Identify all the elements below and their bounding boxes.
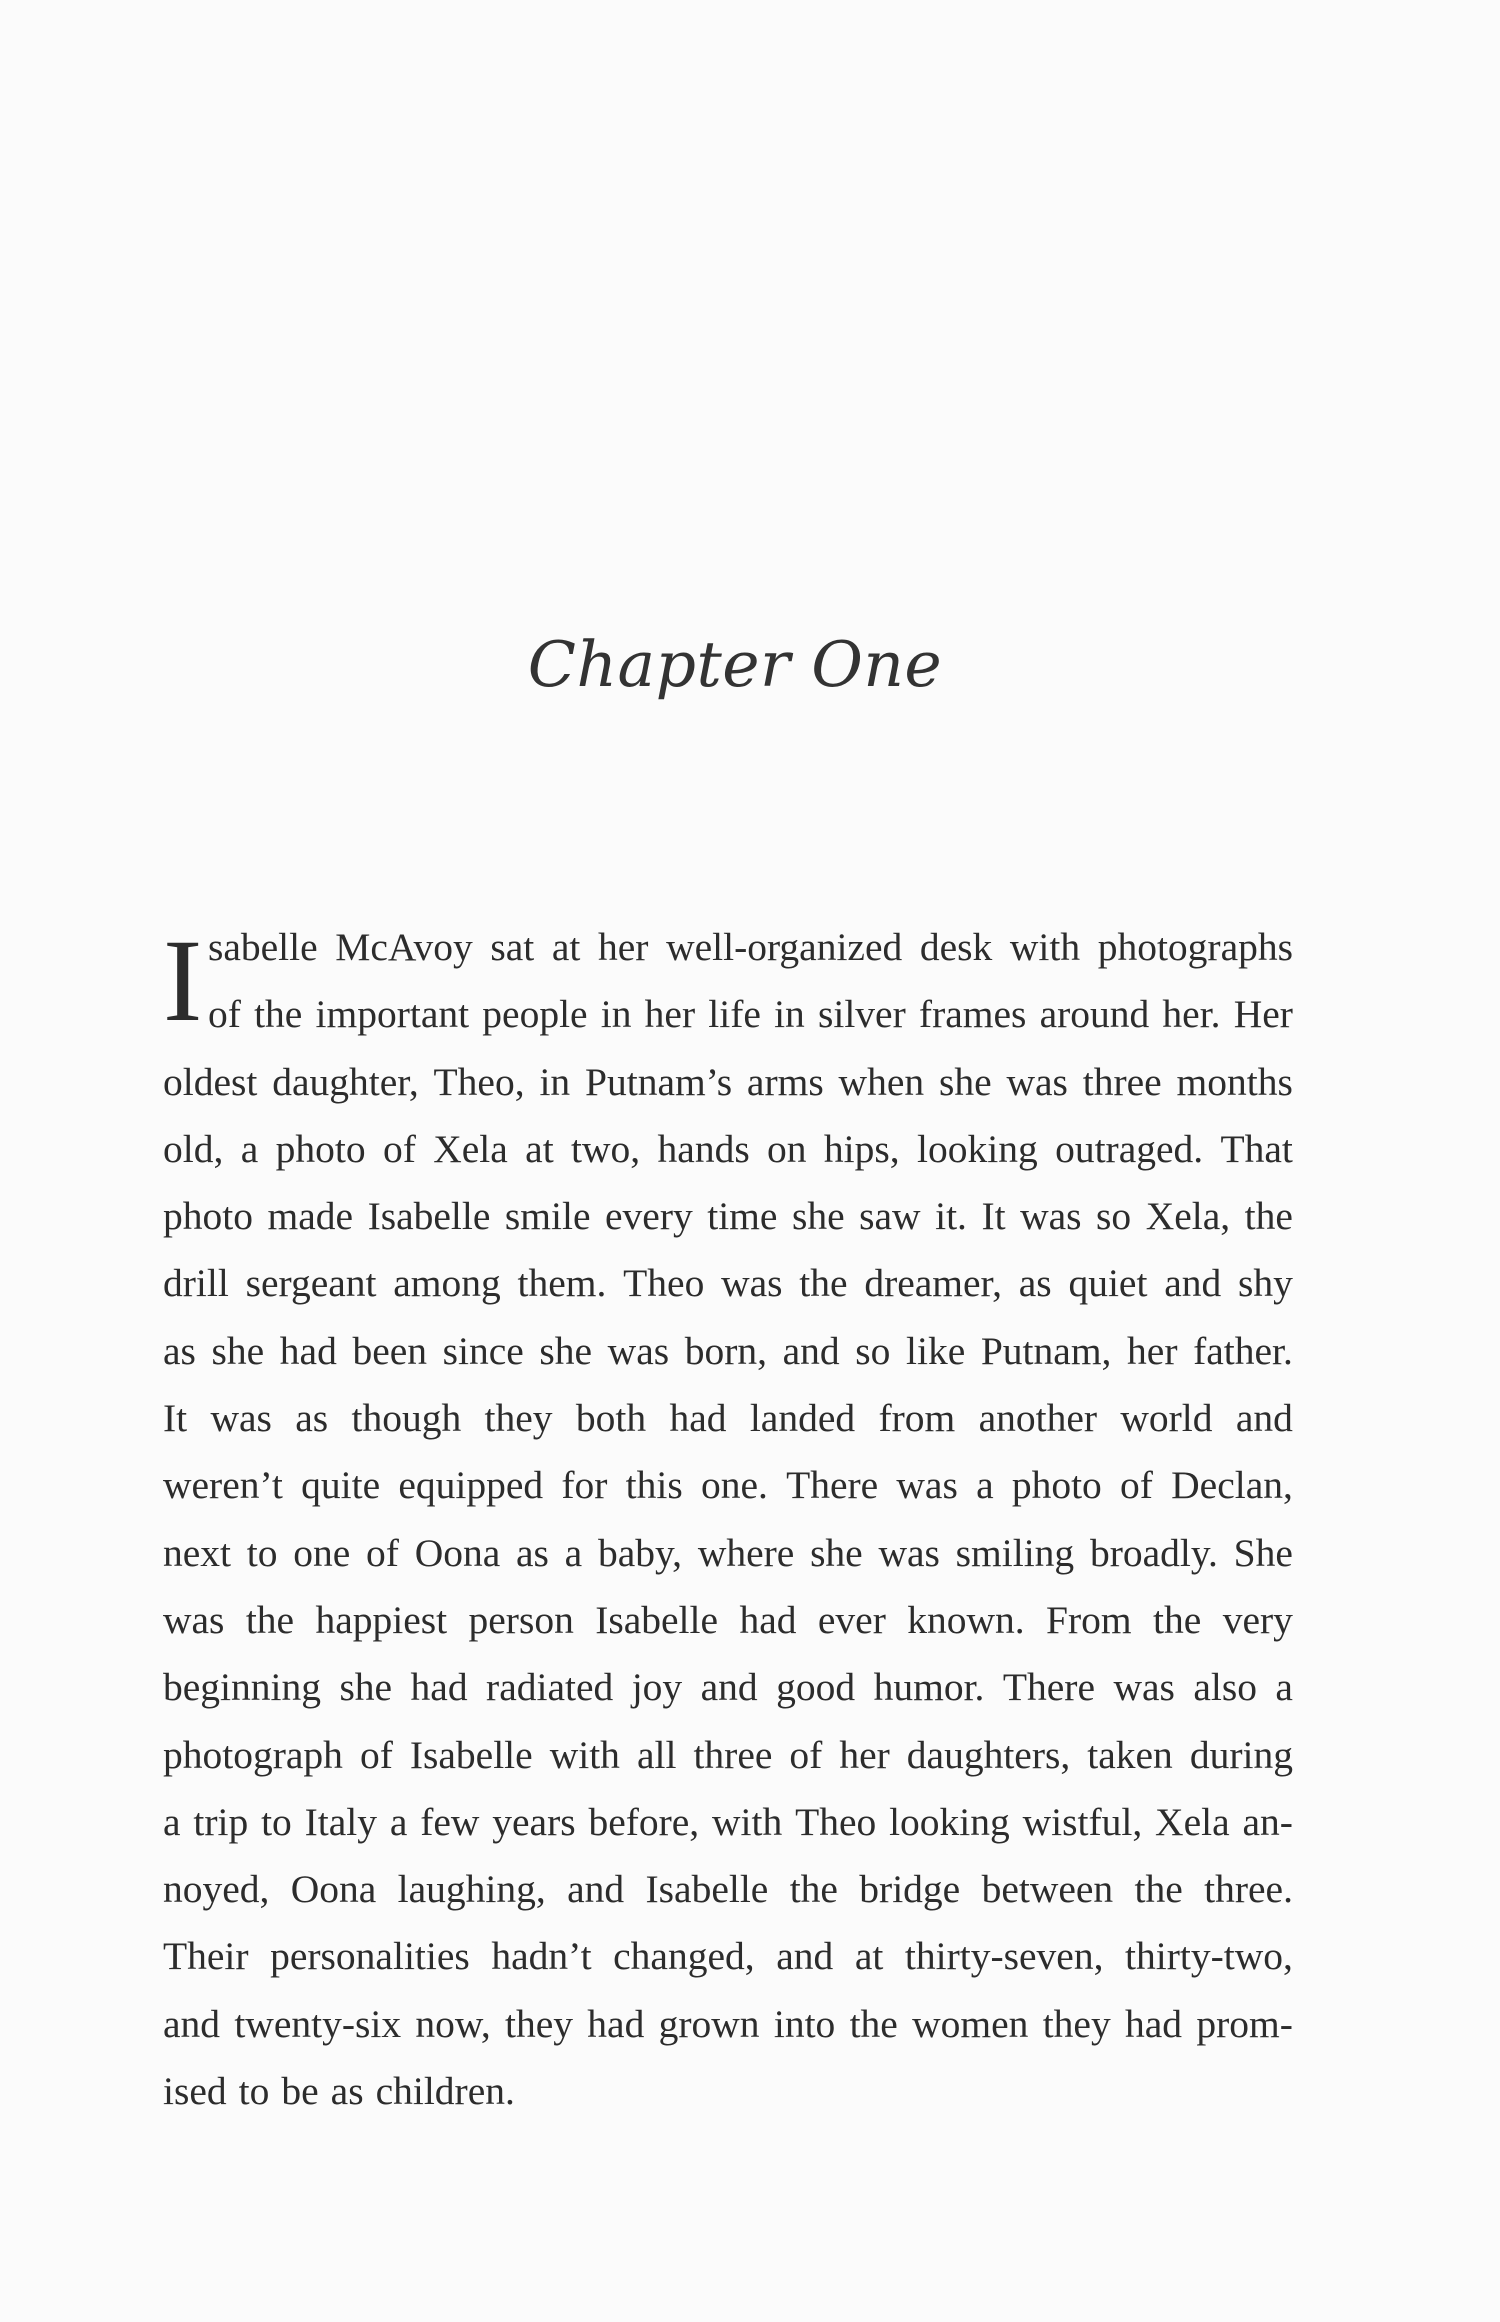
text-line: noyed, Oona laughing, and Isabelle the bridge between the three. [163,1867,1293,1912]
drop-cap-letter: I [163,915,203,1046]
text-line: Their personalities hadn’t changed, and at thirty-seven, thirty-two, [163,1934,1293,1979]
text-line: a trip to Italy a few years before, with Theo looking wistful, Xela an- [163,1799,1293,1844]
text-line: weren’t quite equipped for this one. There was a photo of Declan, [163,1463,1293,1508]
text-line: sabelle McAvoy sat at her well-organized desk with photographs [208,925,1293,969]
text-line: was the happiest person Isabelle had ever known. From the very [163,1597,1293,1642]
text-line: and twenty-six now, they had grown into the women they had prom- [163,2001,1293,2046]
text-line: oldest daughter, Theo, in Putnam’s arms when she was three months [163,1059,1293,1104]
chapter-paragraph [163,914,1293,2125]
text-line: photo made Isabelle smile every time she saw it. It was so Xela, the [163,1194,1293,1239]
chapter-title: Chapter One [527,628,943,701]
text-line: drill sergeant among them. Theo was the dreamer, as quiet and shy [163,1261,1293,1306]
text-line: old, a photo of Xela at two, hands on hips, looking outraged. That [163,1126,1293,1171]
text-line: next to one of Oona as a baby, where she was smiling broadly. She [163,1530,1293,1575]
text-line: beginning she had radiated joy and good humor. There was also a [163,1665,1293,1710]
text-line: as she had been since she was born, and so like Putnam, her father. [163,1328,1293,1373]
text-line: photograph of Isabelle with all three of her daughters, taken during [163,1732,1293,1777]
text-line: ised to be as children. [163,2069,515,2114]
text-line: of the important people in her life in silver frames around her. Her [208,992,1293,1037]
text-line: It was as though they both had landed from another world and [163,1396,1293,1441]
